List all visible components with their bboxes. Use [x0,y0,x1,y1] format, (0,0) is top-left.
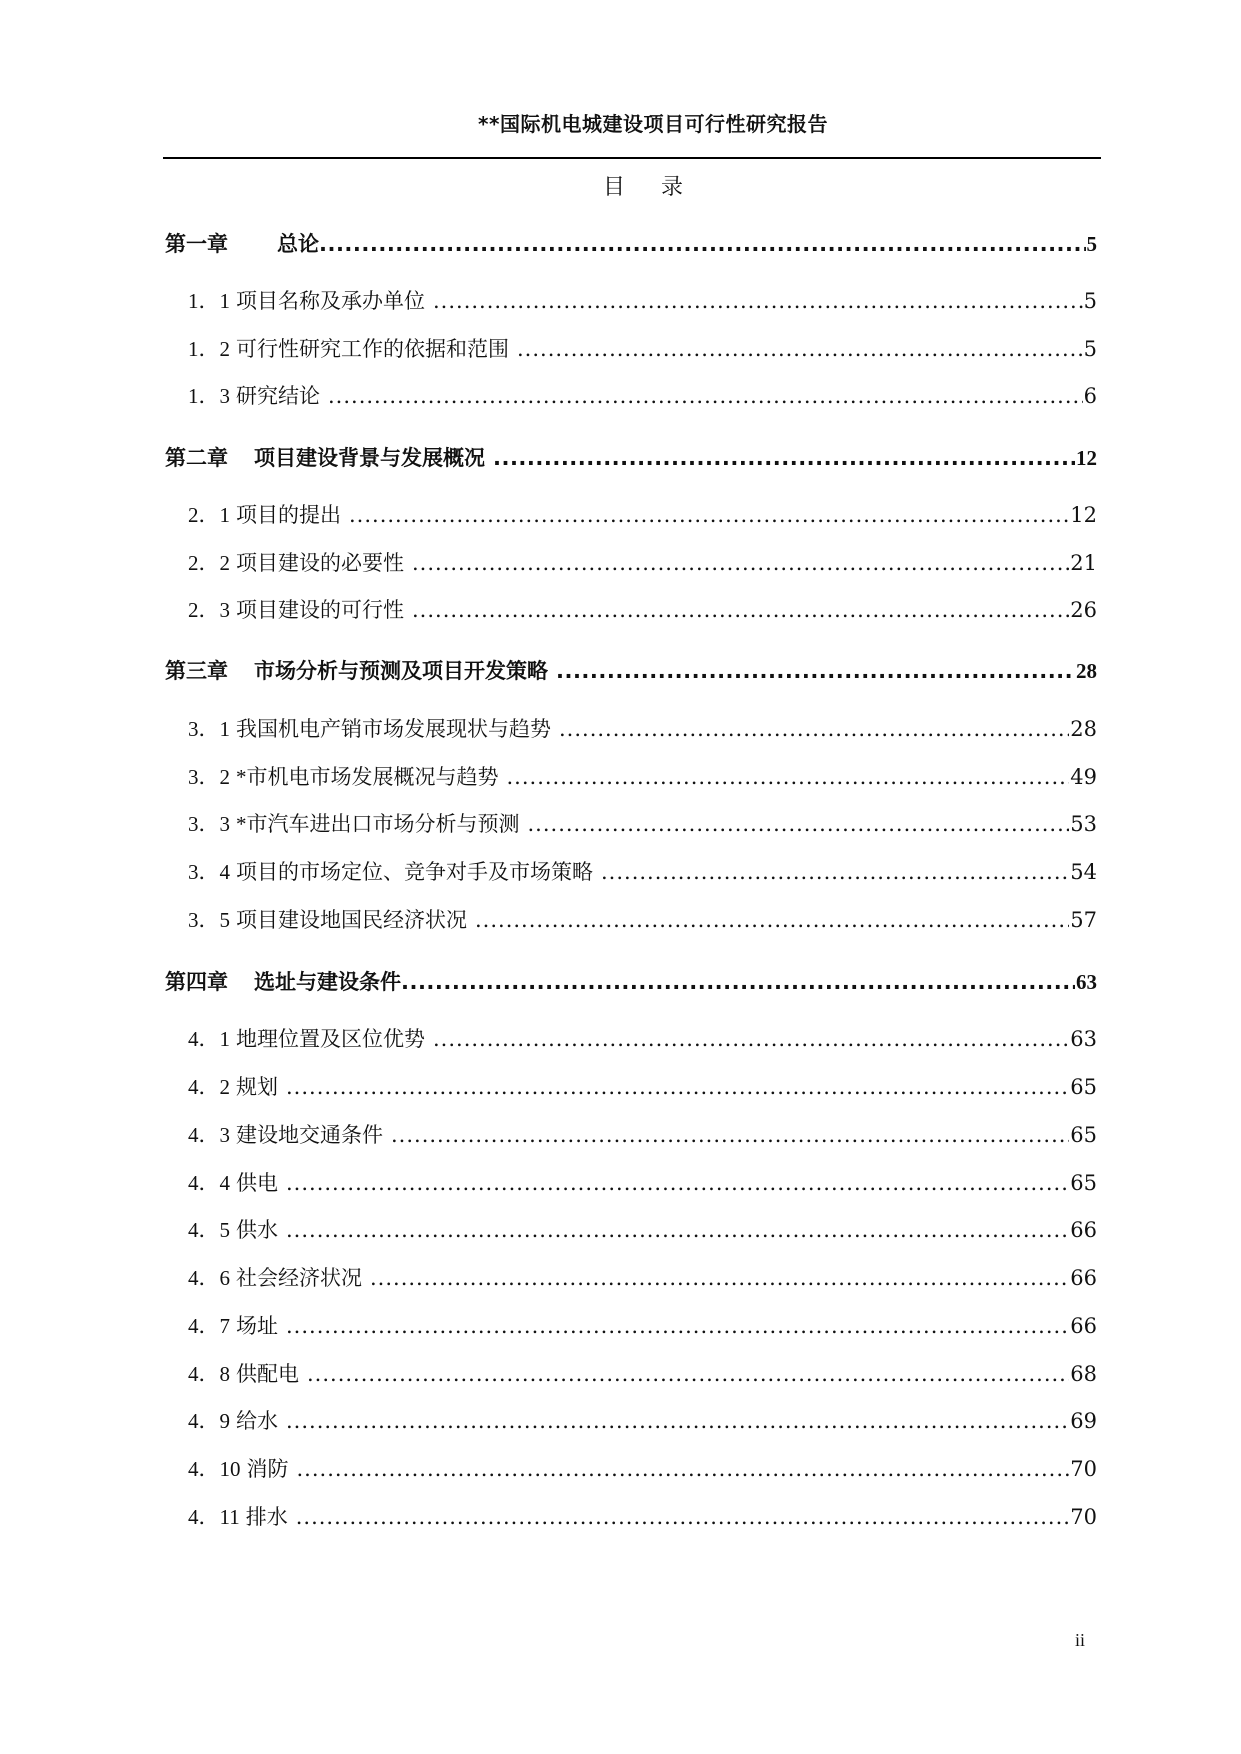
toc-section-entry[interactable] [165,1405,1097,1435]
toc-entry-title: 总论 [277,232,319,256]
toc-entry-number: 4．9 [188,1409,230,1433]
toc-section-entry[interactable] [165,547,1097,577]
toc-entry-page: 12 [1076,446,1097,470]
toc-entry-page: 5 [1083,337,1097,361]
toc-entry-number: 3．5 [188,908,230,932]
toc-entry-title: *市汽车进出口市场分析与预测 [236,812,520,836]
dot-leader [289,1457,1070,1481]
toc-section-entry[interactable] [165,285,1097,315]
document-header-title: **国际机电城建设项目可行性研究报告 [478,112,828,136]
toc-section-entry[interactable] [165,1214,1097,1244]
dot-leader [404,551,1069,575]
dot-leader [278,1409,1069,1433]
toc-entry-title: 社会经济状况 [236,1266,362,1290]
dot-leader [362,1266,1069,1290]
toc-entry-number: 3．4 [188,860,230,884]
toc-entry-number: 3．3 [188,812,230,836]
toc-entry-page: 26 [1070,598,1097,622]
toc-entry-title: *市机电市场发展概况与趋势 [236,765,499,789]
toc-entry-number: 4．11 [188,1505,240,1529]
toc-entry-title: 项目的提出 [236,503,341,527]
toc-entry-number: 2．1 [188,503,230,527]
toc-entry-page: 65 [1070,1075,1097,1099]
dot-leader [499,765,1070,789]
toc-entry-page: 70 [1070,1505,1097,1529]
toc-entry-page: 69 [1070,1409,1097,1433]
header-divider [163,157,1101,159]
toc-entry-title: 项目名称及承办单位 [236,289,425,313]
toc-entry-number: 第二章 [165,446,228,470]
dot-leader [278,1218,1069,1242]
toc-entry-number: 4．1 [188,1027,230,1051]
toc-entry-page: 65 [1070,1171,1097,1195]
dot-leader [520,812,1070,836]
toc-entry-page: 70 [1070,1457,1097,1481]
dot-leader [509,337,1083,361]
toc-entry-title: 场址 [236,1314,278,1338]
toc-entry-title: 我国机电产销市场发展现状与趋势 [236,717,551,741]
toc-entry-page: 57 [1070,908,1097,932]
toc-entry-page: 28 [1070,717,1097,741]
toc-entry-number: 4．3 [188,1123,230,1147]
dot-leader [467,908,1069,932]
dot-leader [278,1171,1069,1195]
toc-entry-page: 6 [1083,384,1097,408]
toc-entry-number: 4．2 [188,1075,230,1099]
toc-entry-number: 4．4 [188,1171,230,1195]
page-number: ii [1075,1630,1086,1650]
toc-entry-number: 4．10 [188,1457,241,1481]
toc-section-entry[interactable] [165,1310,1097,1340]
toc-entry-number: 4．5 [188,1218,230,1242]
toc-entry-number: 1．3 [188,384,230,408]
toc-section-entry[interactable] [165,1501,1097,1531]
toc-entry-page: 66 [1070,1266,1097,1290]
dot-leader [341,503,1069,527]
toc-entry-title: 地理位置及区位优势 [236,1027,425,1051]
toc-entry-title: 可行性研究工作的依据和范围 [236,337,509,361]
toc-entry-title: 项目建设背景与发展概况 [254,446,485,470]
toc-section-entry[interactable] [165,380,1097,410]
toc-section-entry[interactable] [165,499,1097,529]
toc-chapter-entry[interactable] [165,228,1097,258]
toc-entry-number: 1．2 [188,337,230,361]
toc-entry-page: 49 [1070,765,1097,789]
dot-leader [548,659,1075,683]
toc-section-entry[interactable] [165,1167,1097,1197]
dot-leader [404,598,1069,622]
toc-entry-page: 66 [1070,1218,1097,1242]
toc-entry-title: 市场分析与预测及项目开发策略 [254,659,548,683]
toc-entry-page: 5 [1086,232,1097,256]
toc-entry-page: 66 [1070,1314,1097,1338]
toc-entry-page: 54 [1070,860,1097,884]
toc-entry-page: 12 [1070,503,1097,527]
dot-leader [278,1075,1069,1099]
toc-entry-title: 供配电 [236,1362,299,1386]
toc-entry-number: 第一章 [165,232,228,256]
toc-entry-title: 消防 [246,1457,289,1481]
toc-entry-title: 建设地交通条件 [236,1123,383,1147]
toc-entry-title: 研究结论 [236,384,320,408]
toc-section-entry[interactable] [165,808,1097,838]
toc-entry-number: 2．3 [188,598,230,622]
toc-entry-title: 规划 [236,1075,278,1099]
dot-leader [383,1123,1069,1147]
toc-section-entry[interactable] [165,1071,1097,1101]
dot-leader [319,232,1086,256]
dot-leader [425,1027,1069,1051]
dot-leader [299,1362,1069,1386]
toc-entry-number: 4．6 [188,1266,230,1290]
toc-section-entry[interactable] [165,333,1097,363]
dot-leader [278,1314,1069,1338]
toc-section-entry[interactable] [165,1023,1097,1053]
toc-section-entry[interactable] [165,1119,1097,1149]
dot-leader [485,446,1075,470]
toc-entry-page: 5 [1083,289,1097,313]
toc-section-entry[interactable] [165,856,1097,886]
toc-entry-number: 3．2 [188,765,230,789]
toc-chapter-entry[interactable] [165,966,1097,996]
dot-leader [425,289,1083,313]
toc-entry-number: 2．2 [188,551,230,575]
toc-section-entry[interactable] [165,1453,1097,1483]
toc-entry-title: 选址与建设条件 [254,970,401,994]
toc-entry-title: 供电 [236,1171,278,1195]
toc-entry-page: 68 [1070,1362,1097,1386]
dot-leader [288,1505,1070,1529]
toc-chapter-entry[interactable] [165,655,1097,685]
toc-section-entry[interactable] [165,761,1097,791]
toc-entry-page: 65 [1070,1123,1097,1147]
toc-entry-number: 1．1 [188,289,230,313]
toc-entry-title: 供水 [236,1218,278,1242]
toc-section-entry[interactable] [165,1358,1097,1388]
toc-entry-page: 63 [1070,1027,1097,1051]
toc-entry-title: 项目建设的可行性 [236,598,404,622]
toc-entry-title: 排水 [245,1505,288,1529]
toc-section-entry[interactable] [165,594,1097,624]
toc-entry-page: 21 [1070,551,1097,575]
toc-entry-page: 63 [1076,970,1097,994]
toc-entry-page: 53 [1070,812,1097,836]
toc-entry-number: 3．1 [188,717,230,741]
toc-entry-number: 第三章 [165,659,228,683]
toc-entry-title: 项目建设的必要性 [236,551,404,575]
dot-leader [320,384,1083,408]
toc-section-entry[interactable] [165,904,1097,934]
dot-leader [551,717,1069,741]
toc-entry-number: 第四章 [165,970,228,994]
dot-leader [401,970,1075,994]
toc-entry-page: 28 [1076,659,1097,683]
toc-entry-number: 4．7 [188,1314,230,1338]
toc-entry-title: 给水 [236,1409,278,1433]
dot-leader [593,860,1069,884]
toc-entry-number: 4．8 [188,1362,230,1386]
toc-section-entry[interactable] [165,713,1097,743]
toc-entry-title: 项目的市场定位、竞争对手及市场策略 [236,860,593,884]
toc-entry-title: 项目建设地国民经济状况 [236,908,467,932]
toc-chapter-entry[interactable] [165,442,1097,472]
toc-heading: 目录 [602,175,719,200]
toc-section-entry[interactable] [165,1262,1097,1292]
